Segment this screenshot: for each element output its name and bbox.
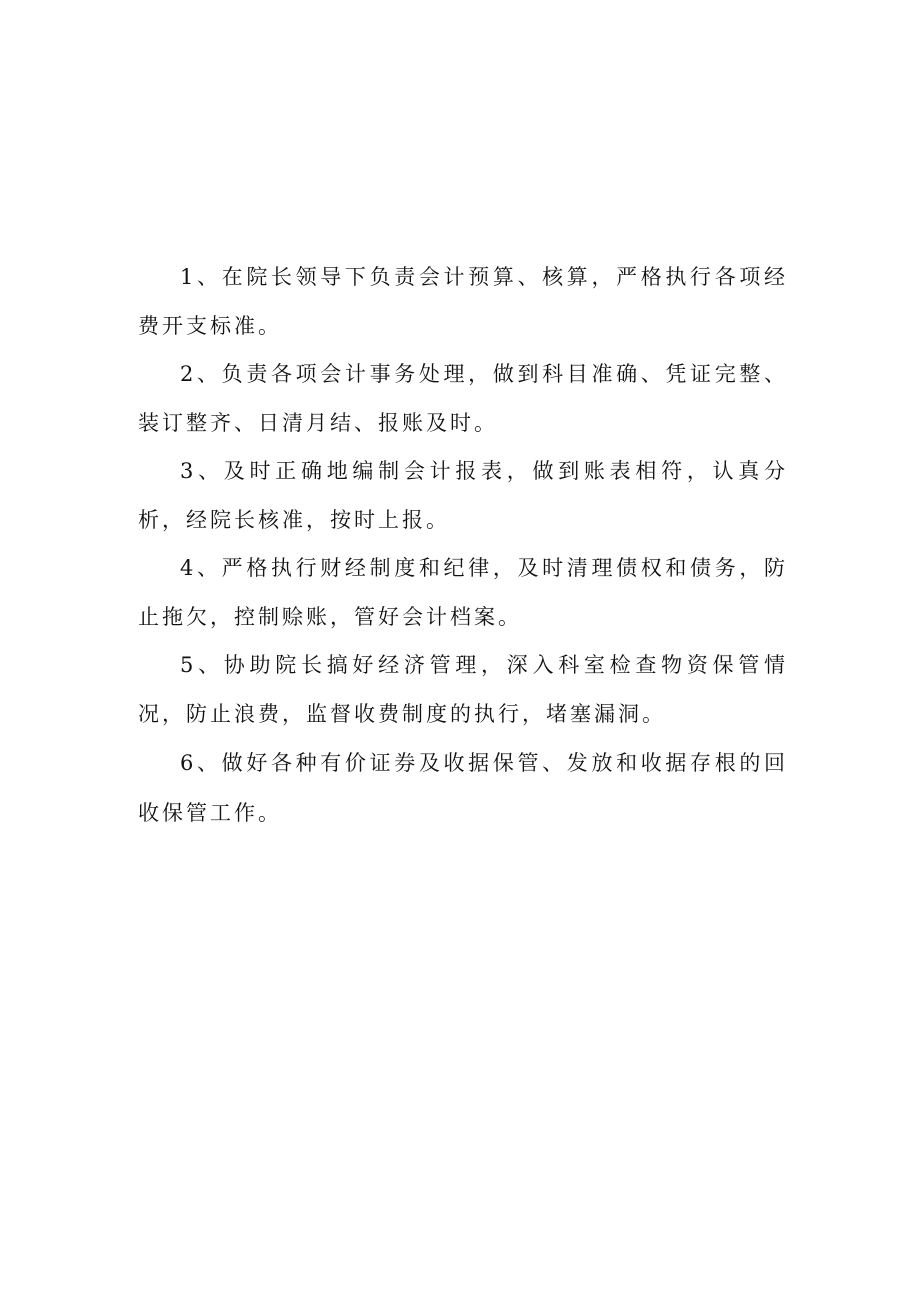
document-body (138, 253, 788, 838)
paragraph-6: 6、做好各种有价证券及收据保管、发放和收据存根的回收保管工作。 (138, 751, 788, 825)
paragraph-5: 5、协助院长搞好经济管理，深入科室检查物资保管情况，防止浪费，监督收费制度的执行，堵塞漏洞。 (138, 653, 788, 726)
paragraph-4: 4、严格执行财经制度和纪律，及时清理债权和债务，防止拖欠，控制赊账，管好会计档案。 (138, 556, 788, 629)
paragraph-3: 3、及时正确地编制会计报表，做到账表相符，认真分析，经院长核准，按时上报。 (138, 459, 788, 532)
paragraph-1: 1、在院长领导下负责会计预算、核算，严格执行各项经费开支标准。 (138, 265, 788, 338)
paragraph-2: 2、负责各项会计事务处理，做到科目准确、凭证完整、装订整齐、日清月结、报账及时。 (138, 362, 788, 435)
